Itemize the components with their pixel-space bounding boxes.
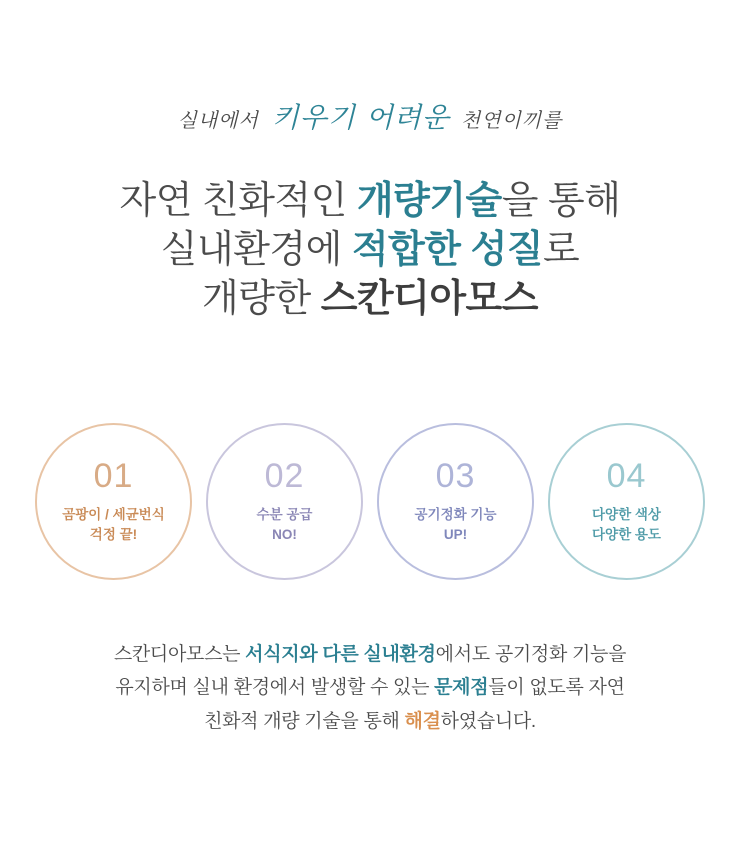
feature-number: 01 [93,456,134,495]
headline-line-2-pre: 실내환경에 [160,229,352,272]
paragraph-line-1-highlight: 서식지와 다른 실내환경 [245,644,436,665]
paragraph-line-3-pre: 친화적 개량 기술을 통해 [204,710,405,732]
feature-number: 03 [435,456,476,495]
paragraph-line-2-pre: 유지하며 실내 환경에서 발생할 수 있는 [115,677,435,699]
eyebrow-part-1: 실내에서 [177,108,259,132]
headline-line-2-highlight: 적합한 성질 [351,229,543,272]
headline-line-2-post: 로 [543,229,580,272]
feature-text [592,505,661,544]
headline-line-1-post: 을 통해 [501,180,621,223]
feature-circle-01 [35,423,192,580]
feature-text-line-2: UP! [443,526,468,542]
paragraph-line-2-post: 들이 없도록 자연 [488,677,625,699]
eyebrow-part-3: 천연이끼를 [460,108,563,132]
paragraph-line-1-pre: 스칸디아모스는 [113,644,246,665]
feature-text [415,505,497,544]
paragraph-line-3 [0,705,740,738]
headline-line-1 [0,177,740,226]
headline-line-2 [0,226,740,275]
paragraph-line-3-post: 하였습니다. [440,710,536,732]
paragraph-line-2 [0,671,740,704]
feature-circle-02 [206,423,363,580]
feature-number: 02 [264,456,305,495]
headline-line-1-highlight: 개량기술 [356,180,502,223]
feature-text [62,505,165,544]
eyebrow-part-2: 키우기 어려운 [271,101,450,134]
feature-text-line-1: 곰팡이 / 세균번식 [62,506,165,522]
feature-text-line-1: 다양한 색상 [592,506,661,522]
feature-text-line-2: 다양한 용도 [592,526,661,542]
feature-text-line-1: 수분 공급 [256,506,313,522]
eyebrow-script-text [0,96,740,136]
headline-line-3-pre: 개량한 [202,277,321,320]
feature-circle-03 [377,423,534,580]
feature-circle-04 [548,423,705,580]
description-paragraph [0,638,740,738]
feature-number: 04 [606,456,647,495]
headline-line-3 [0,275,740,324]
feature-text-line-1: 공기정화 기능 [414,506,497,522]
feature-circle-list [0,423,740,580]
headline-line-1-pre: 자연 친화적인 [119,180,357,223]
headline-line-3-highlight: 스칸디아모스 [320,277,538,320]
paragraph-line-1-post: 에서도 공기정화 기능을 [435,644,627,665]
feature-text-line-2: NO! [272,526,297,542]
paragraph-line-2-highlight: 문제점 [434,677,489,699]
feature-text-line-2: 걱정 끝! [89,526,138,542]
paragraph-line-3-highlight: 해결 [404,710,441,732]
paragraph-line-1 [0,638,740,671]
page-title [0,177,740,323]
feature-text [257,505,313,544]
